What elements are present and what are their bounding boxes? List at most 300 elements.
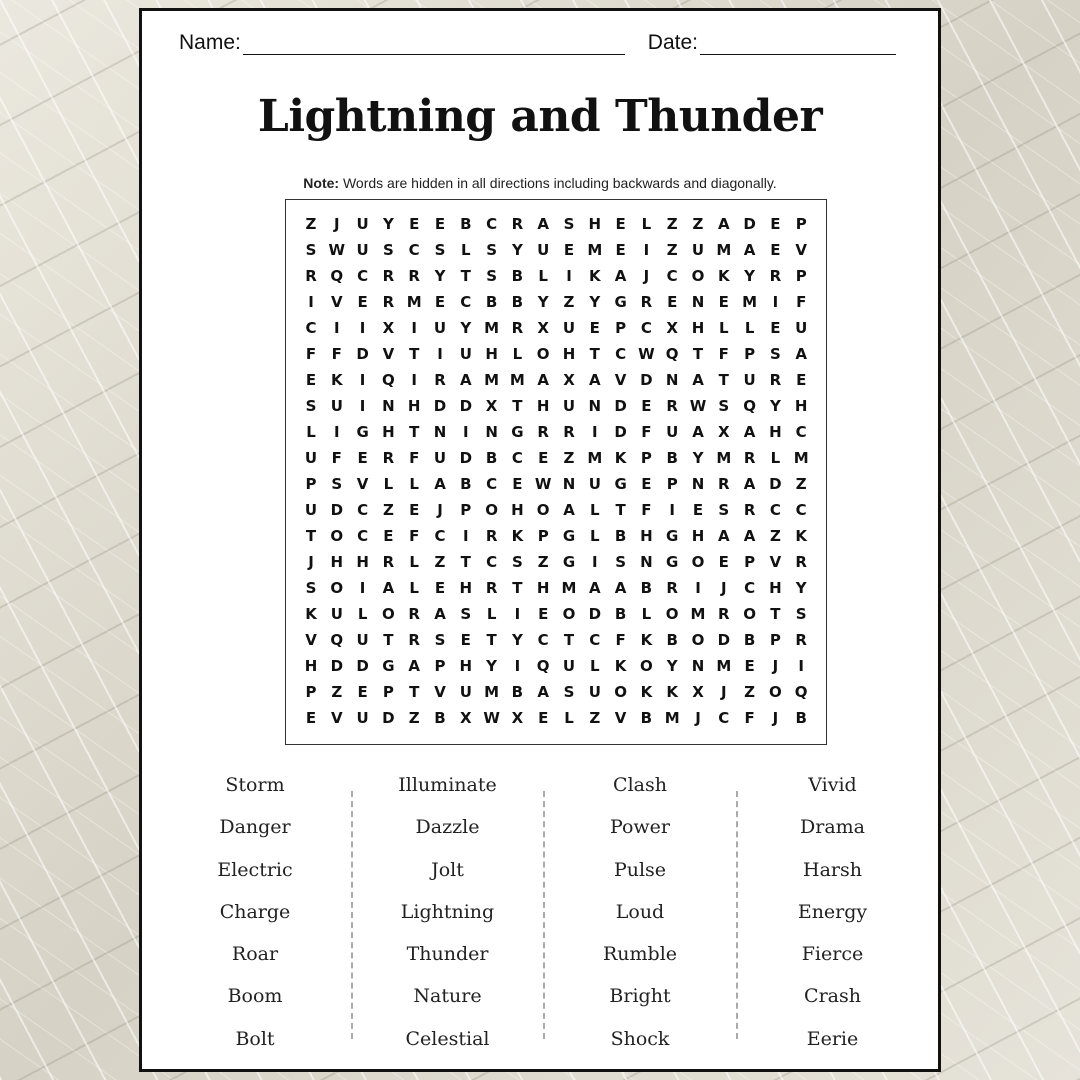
grid-letter[interactable]: I	[514, 605, 521, 623]
grid-letter[interactable]: R	[485, 527, 498, 545]
grid-letter[interactable]: S	[305, 397, 317, 415]
grid-letter[interactable]: O	[562, 605, 576, 623]
grid-letter[interactable]: A	[614, 579, 627, 597]
grid-letter[interactable]: H	[536, 397, 550, 415]
grid-letter[interactable]: V	[305, 631, 317, 649]
grid-letter[interactable]: G	[511, 423, 524, 441]
grid-letter[interactable]: E	[357, 683, 368, 701]
grid-letter[interactable]: K	[330, 371, 343, 389]
grid-letter[interactable]: G	[614, 475, 627, 493]
grid-letter[interactable]: E	[383, 527, 394, 545]
grid-letter[interactable]: H	[640, 527, 653, 545]
grid-letter[interactable]: B	[640, 579, 653, 597]
date-blank-line[interactable]	[700, 34, 896, 55]
grid-letter[interactable]: A	[743, 475, 756, 493]
grid-letter[interactable]: P	[744, 345, 756, 363]
grid-letter[interactable]: R	[743, 449, 756, 467]
grid-letter[interactable]: U	[691, 241, 705, 259]
grid-letter[interactable]: O	[743, 605, 756, 623]
grid-letter[interactable]: S	[460, 605, 472, 623]
grid-letter[interactable]: J	[772, 709, 779, 727]
grid-letter[interactable]: M	[716, 657, 732, 675]
grid-letter[interactable]: X	[485, 397, 498, 415]
grid-letter[interactable]: L	[641, 215, 652, 233]
grid-letter[interactable]: V	[330, 709, 343, 727]
grid-letter[interactable]: R	[666, 397, 678, 415]
grid-letter[interactable]: O	[485, 501, 498, 519]
grid-letter[interactable]: U	[330, 397, 343, 415]
grid-letter[interactable]: X	[563, 371, 575, 389]
grid-letter[interactable]: E	[718, 293, 729, 311]
grid-letter[interactable]: T	[305, 527, 317, 545]
grid-letter[interactable]: P	[640, 449, 652, 467]
grid-letter[interactable]: R	[408, 631, 420, 649]
grid-letter[interactable]: G	[382, 657, 395, 675]
grid-letter[interactable]: R	[537, 423, 549, 441]
grid-letter[interactable]: I	[669, 501, 675, 519]
grid-letter[interactable]: Y	[486, 657, 498, 675]
grid-letter[interactable]: P	[615, 319, 627, 337]
grid-letter[interactable]: E	[434, 579, 446, 597]
grid-letter[interactable]: V	[330, 293, 343, 311]
grid-letter[interactable]: H	[356, 553, 369, 571]
grid-letter[interactable]: E	[770, 215, 781, 233]
grid-letter[interactable]: C	[486, 553, 498, 571]
grid-letter[interactable]: S	[563, 683, 575, 701]
grid-letter[interactable]: S	[382, 241, 394, 259]
grid-letter[interactable]: J	[721, 683, 727, 701]
grid-letter[interactable]: L	[590, 657, 600, 675]
grid-letter[interactable]: E	[615, 215, 626, 233]
grid-letter[interactable]: C	[357, 501, 369, 519]
grid-letter[interactable]: A	[537, 683, 549, 701]
grid-letter[interactable]: Q	[382, 371, 395, 389]
grid-letter[interactable]: T	[409, 345, 420, 363]
grid-letter[interactable]: I	[437, 345, 443, 363]
grid-letter[interactable]: X	[382, 319, 395, 337]
grid-letter[interactable]: K	[588, 267, 601, 285]
grid-letter[interactable]: U	[459, 345, 472, 363]
grid-letter[interactable]: R	[563, 423, 575, 441]
grid-letter[interactable]: B	[640, 709, 653, 727]
grid-letter[interactable]: S	[434, 241, 446, 259]
grid-letter[interactable]: D	[356, 657, 369, 675]
grid-letter[interactable]: I	[411, 319, 417, 337]
grid-letter[interactable]: A	[382, 579, 395, 597]
grid-letter[interactable]: P	[537, 527, 549, 545]
grid-letter[interactable]: E	[357, 293, 368, 311]
grid-letter[interactable]: D	[330, 657, 344, 675]
grid-letter[interactable]: O	[640, 657, 653, 675]
grid-letter[interactable]: P	[460, 501, 472, 519]
grid-letter[interactable]: W	[534, 475, 552, 493]
grid-letter[interactable]: Z	[563, 293, 575, 311]
grid-letter[interactable]: L	[306, 423, 316, 441]
grid-letter[interactable]: K	[640, 683, 653, 701]
grid-letter[interactable]: C	[744, 579, 756, 597]
grid-letter[interactable]: Z	[305, 215, 317, 233]
grid-letter[interactable]: S	[615, 553, 626, 571]
grid-letter[interactable]: E	[718, 553, 729, 571]
grid-letter[interactable]: S	[331, 475, 343, 493]
grid-letter[interactable]: M	[587, 241, 603, 259]
grid-letter[interactable]: M	[484, 319, 500, 337]
grid-letter[interactable]: H	[459, 579, 473, 597]
grid-letter[interactable]: C	[666, 267, 678, 285]
grid-letter[interactable]: R	[718, 605, 730, 623]
grid-letter[interactable]: U	[356, 241, 369, 259]
grid-letter[interactable]: M	[406, 293, 422, 311]
grid-letter[interactable]: U	[459, 683, 472, 701]
grid-letter[interactable]: E	[305, 371, 317, 389]
grid-letter[interactable]: V	[356, 475, 369, 493]
grid-letter[interactable]: X	[718, 423, 730, 441]
grid-letter[interactable]: I	[359, 579, 366, 597]
grid-letter[interactable]: H	[588, 215, 602, 233]
grid-letter[interactable]: P	[434, 657, 446, 675]
grid-letter[interactable]: R	[795, 631, 807, 649]
grid-letter[interactable]: W	[689, 397, 707, 415]
grid-letter[interactable]: I	[592, 423, 598, 441]
grid-letter[interactable]: D	[459, 397, 473, 415]
grid-letter[interactable]: F	[409, 449, 420, 467]
grid-letter[interactable]: E	[512, 475, 523, 493]
grid-letter[interactable]: D	[717, 631, 731, 649]
grid-letter[interactable]: S	[486, 267, 497, 285]
grid-letter[interactable]: D	[433, 397, 447, 415]
grid-letter[interactable]: L	[383, 475, 394, 493]
grid-letter[interactable]: A	[692, 423, 704, 441]
grid-letter[interactable]: H	[769, 579, 782, 597]
grid-letter[interactable]: Y	[692, 449, 704, 467]
grid-letter[interactable]: P	[305, 683, 317, 701]
grid-letter[interactable]: V	[769, 553, 782, 571]
grid-letter[interactable]: X	[511, 709, 524, 727]
grid-letter[interactable]: A	[459, 371, 472, 389]
grid-letter[interactable]: T	[460, 553, 471, 571]
grid-letter[interactable]: E	[796, 371, 807, 389]
grid-letter[interactable]: S	[769, 345, 781, 363]
grid-letter[interactable]: I	[514, 657, 521, 675]
grid-letter[interactable]: L	[409, 475, 419, 493]
grid-letter[interactable]: I	[695, 579, 701, 597]
grid-letter[interactable]: C	[769, 501, 781, 519]
grid-letter[interactable]: N	[562, 475, 576, 493]
grid-letter[interactable]: V	[614, 709, 627, 727]
grid-letter[interactable]: S	[718, 501, 730, 519]
grid-letter[interactable]: U	[562, 657, 576, 675]
grid-letter[interactable]: L	[564, 709, 574, 727]
grid-letter[interactable]: G	[666, 553, 679, 571]
grid-letter[interactable]: R	[511, 215, 524, 233]
grid-letter[interactable]: K	[305, 605, 317, 623]
grid-letter[interactable]: O	[691, 631, 705, 649]
grid-letter[interactable]: J	[437, 501, 443, 519]
grid-letter[interactable]: J	[721, 579, 727, 597]
grid-letter[interactable]: A	[743, 241, 756, 259]
grid-letter[interactable]: C	[640, 319, 652, 337]
grid-letter[interactable]: I	[308, 293, 314, 311]
grid-letter[interactable]: V	[434, 683, 446, 701]
grid-letter[interactable]: R	[408, 605, 420, 623]
grid-letter[interactable]: P	[382, 683, 394, 701]
grid-letter[interactable]: C	[357, 527, 369, 545]
grid-letter[interactable]: I	[463, 423, 469, 441]
grid-letter[interactable]: P	[666, 475, 678, 493]
grid-letter[interactable]: O	[330, 579, 344, 597]
grid-letter[interactable]: Z	[537, 553, 549, 571]
grid-letter[interactable]: R	[382, 449, 395, 467]
grid-letter[interactable]: E	[305, 709, 317, 727]
grid-letter[interactable]: E	[744, 657, 755, 675]
grid-letter[interactable]: H	[769, 423, 782, 441]
grid-letter[interactable]: U	[356, 631, 369, 649]
grid-letter[interactable]: F	[331, 449, 342, 467]
grid-letter[interactable]: F	[615, 631, 626, 649]
grid-letter[interactable]: W	[638, 345, 655, 363]
grid-letter[interactable]: X	[692, 683, 704, 701]
grid-letter[interactable]: F	[718, 345, 729, 363]
grid-letter[interactable]: R	[795, 553, 807, 571]
grid-letter[interactable]: D	[356, 345, 369, 363]
grid-letter[interactable]: A	[717, 215, 730, 233]
grid-letter[interactable]: C	[795, 423, 807, 441]
grid-letter[interactable]: E	[434, 293, 446, 311]
grid-letter[interactable]: N	[588, 397, 602, 415]
grid-letter[interactable]: U	[588, 683, 601, 701]
grid-letter[interactable]: C	[460, 293, 472, 311]
grid-letter[interactable]: F	[331, 345, 342, 363]
grid-letter[interactable]: P	[744, 553, 756, 571]
grid-letter[interactable]: A	[408, 657, 420, 675]
grid-letter[interactable]: A	[434, 475, 446, 493]
grid-letter[interactable]: H	[485, 345, 498, 363]
grid-letter[interactable]: E	[692, 501, 704, 519]
grid-letter[interactable]: L	[641, 605, 652, 623]
grid-letter[interactable]: E	[538, 605, 549, 623]
grid-letter[interactable]: F	[409, 527, 420, 545]
grid-letter[interactable]: F	[641, 423, 652, 441]
grid-letter[interactable]: U	[356, 215, 369, 233]
grid-letter[interactable]: T	[692, 345, 704, 363]
grid-letter[interactable]: E	[434, 215, 446, 233]
grid-letter[interactable]: U	[356, 709, 369, 727]
grid-letter[interactable]: M	[509, 371, 525, 389]
grid-letter[interactable]: H	[562, 345, 576, 363]
grid-letter[interactable]: D	[614, 397, 627, 415]
grid-letter[interactable]: T	[460, 267, 471, 285]
grid-letter[interactable]: T	[486, 631, 497, 649]
grid-letter[interactable]: L	[357, 605, 368, 623]
grid-letter[interactable]: R	[718, 475, 730, 493]
grid-letter[interactable]: M	[484, 683, 500, 701]
grid-letter[interactable]: S	[718, 397, 730, 415]
grid-letter[interactable]: Y	[382, 215, 394, 233]
grid-letter[interactable]: A	[743, 527, 756, 545]
grid-letter[interactable]: C	[718, 709, 730, 727]
grid-letter[interactable]: R	[666, 579, 678, 597]
grid-letter[interactable]: K	[717, 267, 730, 285]
grid-letter[interactable]: H	[304, 657, 318, 675]
grid-letter[interactable]: N	[691, 293, 705, 311]
grid-letter[interactable]: S	[305, 241, 317, 259]
grid-letter[interactable]: L	[719, 319, 729, 337]
grid-letter[interactable]: H	[330, 553, 344, 571]
grid-letter[interactable]: B	[460, 475, 472, 493]
name-blank-line[interactable]	[243, 34, 625, 55]
grid-letter[interactable]: U	[433, 319, 447, 337]
grid-letter[interactable]: R	[408, 267, 420, 285]
grid-letter[interactable]: S	[434, 631, 446, 649]
grid-letter[interactable]: G	[356, 423, 369, 441]
grid-letter[interactable]: M	[716, 449, 732, 467]
grid-letter[interactable]: C	[537, 631, 549, 649]
grid-letter[interactable]: R	[434, 371, 446, 389]
grid-letter[interactable]: T	[409, 423, 420, 441]
grid-letter[interactable]: Y	[511, 241, 523, 259]
grid-letter[interactable]: B	[511, 293, 524, 311]
grid-letter[interactable]: T	[512, 579, 523, 597]
grid-letter[interactable]: T	[718, 371, 729, 389]
grid-letter[interactable]: L	[461, 241, 471, 259]
grid-letter[interactable]: U	[537, 241, 550, 259]
grid-letter[interactable]: R	[640, 293, 653, 311]
grid-letter[interactable]: A	[692, 371, 704, 389]
grid-letter[interactable]: H	[459, 657, 473, 675]
grid-letter[interactable]: U	[562, 319, 576, 337]
grid-letter[interactable]: A	[717, 527, 730, 545]
grid-letter[interactable]: N	[382, 397, 395, 415]
grid-letter[interactable]: B	[511, 683, 524, 701]
grid-letter[interactable]: N	[691, 475, 705, 493]
grid-letter[interactable]: U	[666, 423, 679, 441]
grid-letter[interactable]: O	[691, 553, 705, 571]
grid-letter[interactable]: H	[691, 527, 705, 545]
grid-letter[interactable]: D	[382, 709, 395, 727]
grid-letter[interactable]: O	[769, 683, 782, 701]
grid-letter[interactable]: C	[511, 449, 523, 467]
grid-letter[interactable]: R	[769, 267, 782, 285]
grid-letter[interactable]: M	[664, 709, 680, 727]
grid-letter[interactable]: K	[666, 683, 678, 701]
grid-letter[interactable]: Z	[666, 215, 678, 233]
grid-letter[interactable]: G	[562, 527, 576, 545]
grid-letter[interactable]: I	[334, 423, 340, 441]
grid-letter[interactable]: Z	[666, 241, 678, 259]
grid-letter[interactable]: N	[485, 423, 498, 441]
grid-letter[interactable]: D	[769, 475, 782, 493]
grid-letter[interactable]: W	[328, 241, 346, 259]
grid-letter[interactable]: I	[566, 267, 572, 285]
grid-letter[interactable]: F	[305, 345, 317, 363]
grid-letter[interactable]: R	[511, 319, 524, 337]
grid-letter[interactable]: L	[590, 527, 600, 545]
grid-letter[interactable]: Z	[589, 709, 601, 727]
grid-letter[interactable]: N	[665, 371, 679, 389]
grid-letter[interactable]: B	[795, 709, 807, 727]
grid-letter[interactable]: Z	[744, 683, 756, 701]
grid-letter[interactable]: H	[407, 397, 421, 415]
grid-letter[interactable]: F	[641, 501, 652, 519]
grid-letter[interactable]: B	[666, 631, 678, 649]
grid-letter[interactable]: I	[359, 319, 366, 337]
grid-letter[interactable]: P	[305, 475, 317, 493]
grid-letter[interactable]: B	[614, 527, 627, 545]
grid-letter[interactable]: J	[308, 553, 314, 571]
grid-letter[interactable]: T	[409, 683, 420, 701]
date-field[interactable]	[648, 31, 896, 55]
grid-letter[interactable]: E	[409, 215, 420, 233]
grid-letter[interactable]: D	[614, 423, 627, 441]
grid-letter[interactable]: Y	[666, 657, 678, 675]
grid-letter[interactable]: F	[744, 709, 755, 727]
grid-letter[interactable]: Y	[795, 579, 807, 597]
grid-letter[interactable]: K	[614, 449, 627, 467]
grid-letter[interactable]: K	[614, 657, 627, 675]
grid-letter[interactable]: O	[691, 267, 705, 285]
grid-letter[interactable]: U	[795, 319, 808, 337]
grid-letter[interactable]: C	[357, 267, 369, 285]
grid-letter[interactable]: A	[563, 501, 575, 519]
grid-letter[interactable]: A	[434, 605, 446, 623]
grid-letter[interactable]: R	[382, 267, 395, 285]
grid-letter[interactable]: K	[795, 527, 807, 545]
grid-letter[interactable]: S	[795, 605, 807, 623]
grid-letter[interactable]: K	[511, 527, 524, 545]
grid-letter[interactable]: C	[305, 319, 317, 337]
grid-letter[interactable]: D	[459, 449, 473, 467]
grid-letter[interactable]: U	[433, 449, 447, 467]
grid-letter[interactable]: O	[536, 501, 550, 519]
grid-letter[interactable]: M	[742, 293, 758, 311]
grid-letter[interactable]: H	[691, 319, 705, 337]
grid-letter[interactable]: R	[382, 293, 395, 311]
grid-letter[interactable]: E	[615, 241, 626, 259]
grid-letter[interactable]: E	[538, 449, 549, 467]
grid-letter[interactable]: S	[486, 241, 497, 259]
grid-letter[interactable]: G	[562, 553, 576, 571]
grid-letter[interactable]: C	[615, 345, 627, 363]
grid-letter[interactable]: L	[486, 605, 497, 623]
grid-letter[interactable]: D	[743, 215, 756, 233]
grid-letter[interactable]: T	[615, 501, 626, 519]
grid-letter[interactable]: J	[695, 709, 701, 727]
grid-letter[interactable]: Z	[408, 709, 420, 727]
grid-letter[interactable]: U	[743, 371, 756, 389]
grid-letter[interactable]: N	[640, 553, 653, 571]
grid-letter[interactable]: Z	[769, 527, 781, 545]
grid-letter[interactable]: C	[486, 215, 498, 233]
grid-letter[interactable]: B	[460, 215, 472, 233]
grid-letter[interactable]: O	[382, 605, 395, 623]
grid-letter[interactable]: M	[484, 371, 500, 389]
grid-letter[interactable]: T	[589, 345, 600, 363]
grid-letter[interactable]: T	[770, 605, 781, 623]
grid-letter[interactable]: A	[588, 371, 601, 389]
grid-letter[interactable]: S	[563, 215, 575, 233]
grid-letter[interactable]: I	[592, 553, 598, 571]
grid-letter[interactable]: Q	[665, 345, 679, 363]
grid-letter[interactable]: I	[359, 371, 366, 389]
grid-letter[interactable]: X	[666, 319, 678, 337]
grid-letter[interactable]: Y	[769, 397, 781, 415]
grid-letter[interactable]: U	[562, 397, 576, 415]
grid-letter[interactable]: I	[798, 657, 804, 675]
grid-letter[interactable]: Z	[382, 501, 394, 519]
grid-letter[interactable]: U	[588, 475, 601, 493]
grid-letter[interactable]: F	[796, 293, 807, 311]
grid-letter[interactable]: E	[770, 241, 781, 259]
